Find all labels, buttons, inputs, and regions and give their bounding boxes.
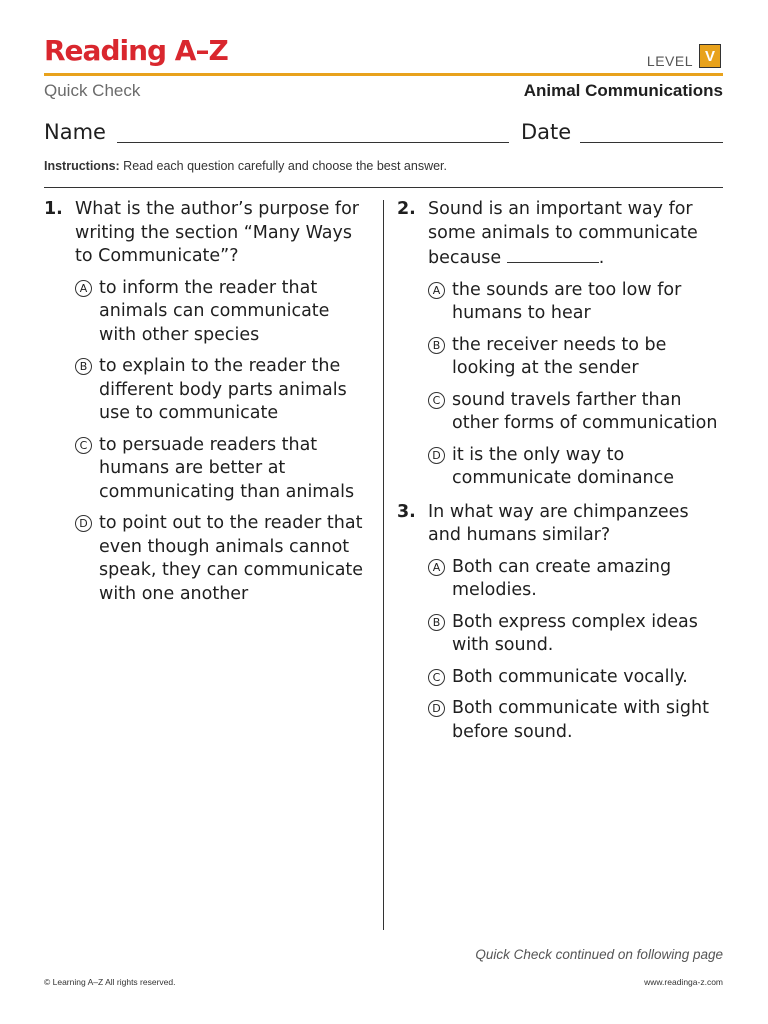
answer-choice-d[interactable] [428, 697, 727, 744]
header-rule [44, 73, 723, 76]
question-3 [397, 501, 727, 745]
right-column [397, 198, 727, 754]
level-label: LEVEL [646, 53, 693, 69]
answer-bubble-c[interactable]: C [75, 437, 92, 454]
answer-bubble-a[interactable]: A [428, 282, 445, 299]
level-badge: V [699, 44, 721, 68]
reading-az-logo: Reading A–Z [44, 34, 228, 67]
answer-text: to inform the reader that animals can communicate with other species [99, 277, 330, 345]
question-text-end: . [598, 248, 605, 268]
answer-bubble-c[interactable]: C [428, 669, 445, 686]
question-text: In what way are chimpanzees and humans similar? [428, 501, 689, 545]
website-url: www.readinga-z.com [644, 977, 723, 987]
copyright-notice: © Learning A–Z All rights reserved. [44, 977, 176, 987]
answer-bubble-c[interactable]: C [428, 392, 445, 409]
answer-choice-d[interactable] [75, 512, 369, 606]
book-title: Animal Communications [523, 81, 723, 100]
answer-bubble-d[interactable]: D [75, 515, 92, 532]
answer-choice-b[interactable] [428, 334, 727, 381]
answer-choice-a[interactable] [428, 556, 727, 603]
answer-text: Both express complex ideas with sound. [452, 611, 698, 655]
fill-in-blank [507, 245, 599, 263]
answer-choice-c[interactable] [428, 666, 727, 690]
answer-text: Both can create amazing melodies. [452, 556, 672, 600]
answer-text: Both communicate vocally. [452, 666, 688, 687]
continued-note: Quick Check continued on following page [475, 947, 723, 962]
answer-bubble-b[interactable]: B [428, 614, 445, 631]
answer-bubble-d[interactable]: D [428, 447, 445, 464]
question-2 [397, 198, 727, 491]
answer-choice-c[interactable] [428, 389, 727, 436]
name-label: Name [44, 120, 106, 144]
answer-text: it is the only way to communicate dominance [452, 444, 675, 488]
answer-bubble-b[interactable]: B [428, 337, 445, 354]
column-divider [383, 200, 384, 930]
left-column [44, 198, 369, 616]
question-number: 2. [397, 199, 416, 219]
question-text [428, 198, 727, 271]
instructions-rule [44, 187, 723, 188]
answer-text: to persuade readers that humans are better at communicating than animals [99, 434, 355, 502]
instructions-label: Instructions: [44, 159, 120, 173]
answer-text: the sounds are too low for humans to hear [452, 279, 682, 323]
instructions-text: Read each question carefully and choose the best answer. [119, 159, 447, 173]
answer-text: to point out to the reader that even though animals cannot speak, they can communicate with one another [99, 513, 364, 604]
answer-choice-d[interactable] [428, 444, 727, 491]
page-subtitle: Quick Check [44, 81, 141, 100]
name-field[interactable] [117, 142, 509, 143]
answer-text: the receiver needs to be looking at the sender [452, 334, 667, 378]
date-field[interactable] [580, 142, 723, 143]
answer-choice-c[interactable] [75, 434, 369, 505]
answer-choice-a[interactable] [75, 277, 369, 348]
answer-text: Both communicate with sight before sound. [452, 698, 709, 742]
answer-text: sound travels farther than other forms of communication [452, 389, 718, 433]
answer-bubble-d[interactable]: D [428, 700, 445, 717]
answer-text: to explain to the reader the different body parts animals use to communicate [99, 356, 347, 423]
answer-bubble-a[interactable]: A [428, 559, 445, 576]
answer-bubble-a[interactable]: A [75, 280, 92, 297]
answer-choice-b[interactable] [75, 355, 369, 426]
instructions [44, 159, 447, 173]
question-number: 3. [397, 501, 416, 522]
answer-bubble-b[interactable]: B [75, 358, 92, 375]
question-number: 1. [44, 199, 63, 219]
date-label: Date [521, 120, 572, 144]
answer-choice-b[interactable] [428, 611, 727, 658]
answer-choice-a[interactable] [428, 279, 727, 326]
question-text-start: Sound is an important way for some animals to communicate because [428, 199, 698, 268]
question-1 [44, 198, 369, 606]
question-text: What is the author’s purpose for writing the section “Many Ways to Communicate”? [75, 199, 359, 266]
